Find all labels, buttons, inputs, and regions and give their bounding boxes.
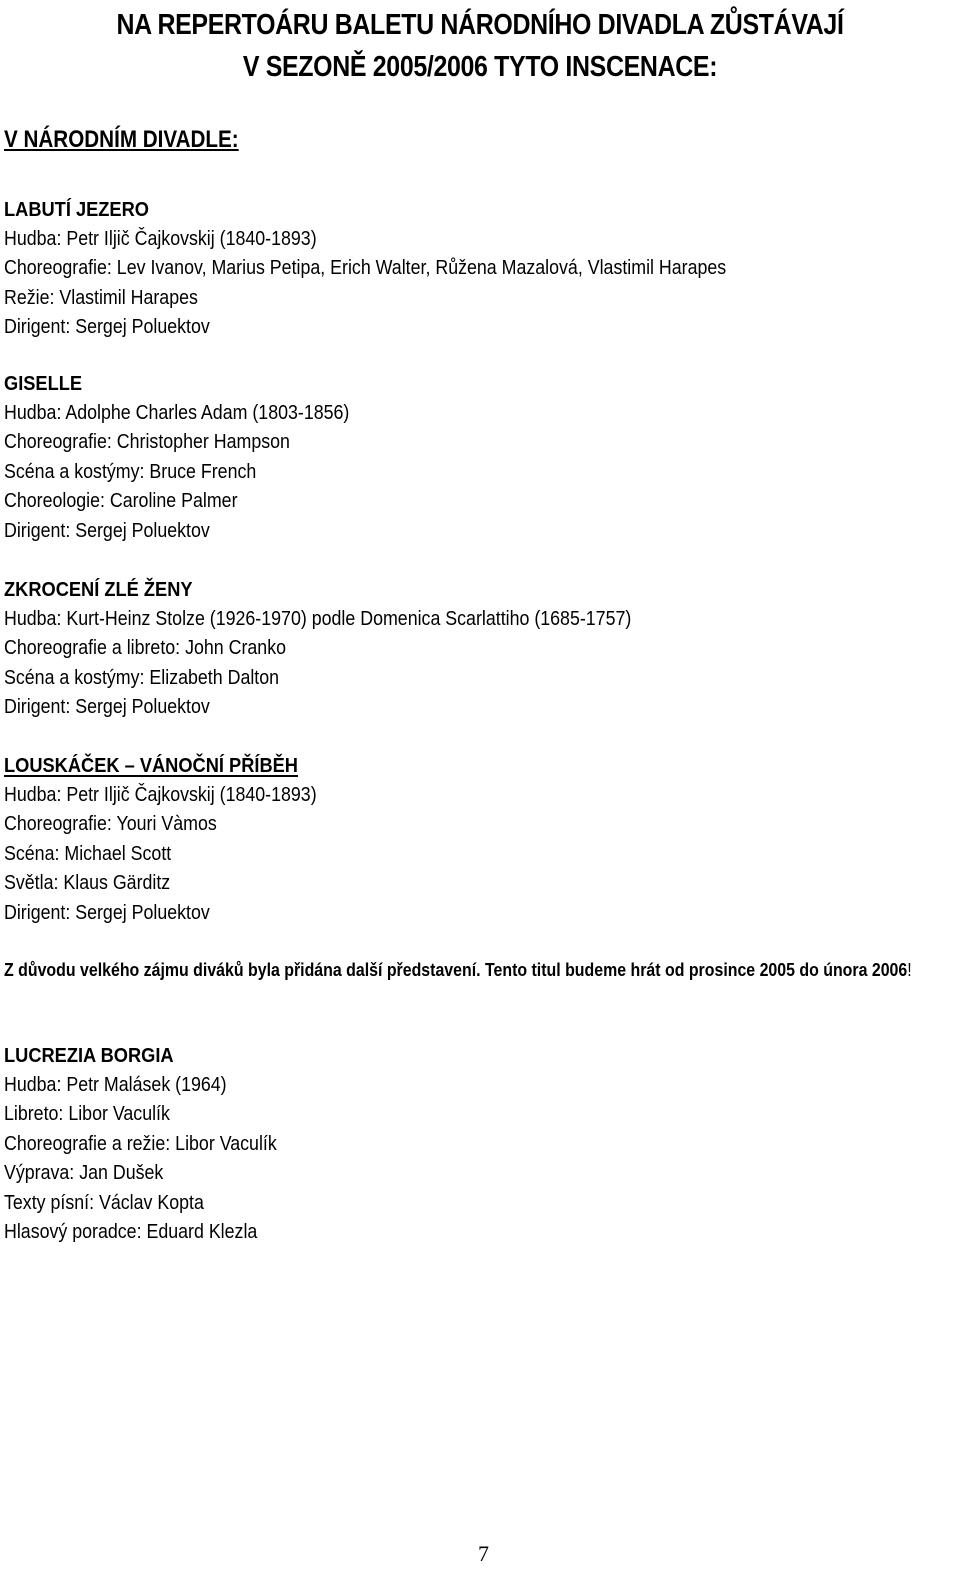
credit-line: Světla: Klaus Gärditz xyxy=(4,872,171,894)
credit-line: Hudba: Petr Malásek (1964) xyxy=(4,1073,227,1096)
credit-line: Hudba: Petr Iljič Čajkovskij (1840-1893) xyxy=(4,227,317,250)
production-title: GISELLE xyxy=(4,372,83,395)
credit-line: Scéna a kostýmy: Elizabeth Dalton xyxy=(4,666,280,689)
credit-line: Hudba: Kurt-Heinz Stolze (1926-1970) podle Domenica Scarlattiho (1685-1757) xyxy=(4,607,632,630)
credit-line: Choreologie: Caroline Palmer xyxy=(4,490,238,512)
credit-line: Hudba: Adolphe Charles Adam (1803-1856) xyxy=(4,401,350,424)
credit-line: Choreografie a režie: Libor Vaculík xyxy=(4,1132,277,1155)
credit-line: Choreografie: Youri Vàmos xyxy=(4,813,217,835)
page-title-line-1: NA REPERTOÁRU BALETU NÁRODNÍHO DIVADLA ZŮSTÁVAJÍ xyxy=(116,9,844,41)
credit-line: Scéna: Michael Scott xyxy=(4,842,172,865)
production-title: LABUTÍ JEZERO xyxy=(4,198,149,221)
production-title: ZKROCENÍ ZLÉ ŽENY xyxy=(4,578,193,601)
credit-line: Texty písní: Václav Kopta xyxy=(4,1191,204,1214)
production-labuti-jezero xyxy=(4,195,954,343)
production-lucrezia-borgia xyxy=(4,1041,954,1248)
credit-line: Hlasový poradce: Eduard Klezla xyxy=(4,1221,258,1243)
credit-line: Scéna a kostýmy: Bruce French xyxy=(4,460,257,483)
page-number: 7 xyxy=(478,1541,489,1566)
production-title: LUCREZIA BORGIA xyxy=(4,1044,174,1067)
credit-line: Režie: Vlastimil Harapes xyxy=(4,286,198,309)
credit-line: Dirigent: Sergej Poluektov xyxy=(4,901,210,924)
production-zkroceni-zle-zeny xyxy=(4,575,954,723)
credit-line: Výprava: Jan Dušek xyxy=(4,1162,164,1184)
credit-line: Libreto: Libor Vaculík xyxy=(4,1103,170,1125)
credit-line: Dirigent: Sergej Poluektov xyxy=(4,519,210,542)
production-title: LOUSKÁČEK – VÁNOČNÍ PŘÍBĚH xyxy=(4,754,298,777)
schedule-note-exclamation: ! xyxy=(907,959,912,980)
page-title-line-2: V SEZONĚ 2005/2006 TYTO INSCENACE: xyxy=(242,51,718,83)
production-giselle xyxy=(4,369,954,546)
schedule-note xyxy=(4,955,933,985)
credit-line: Choreografie: Christopher Hampson xyxy=(4,431,290,453)
credit-line: Dirigent: Sergej Poluektov xyxy=(4,696,210,718)
production-louskacek xyxy=(4,751,954,928)
venue-heading: V NÁRODNÍM DIVADLE: xyxy=(4,126,239,153)
credit-line: Dirigent: Sergej Poluektov xyxy=(4,316,210,338)
credit-line: Choreografie: Lev Ivanov, Marius Petipa, Erich Walter, Růžena Mazalová, Vlastimil Harapes xyxy=(4,257,727,279)
credit-line: Choreografie a libreto: John Cranko xyxy=(4,637,287,659)
schedule-note-text: Z důvodu velkého zájmu diváků byla přidána další představení. Tento titul budeme hrát od prosince 2005 do února 2006 xyxy=(4,959,908,980)
credit-line: Hudba: Petr Iljič Čajkovskij (1840-1893) xyxy=(4,783,317,806)
